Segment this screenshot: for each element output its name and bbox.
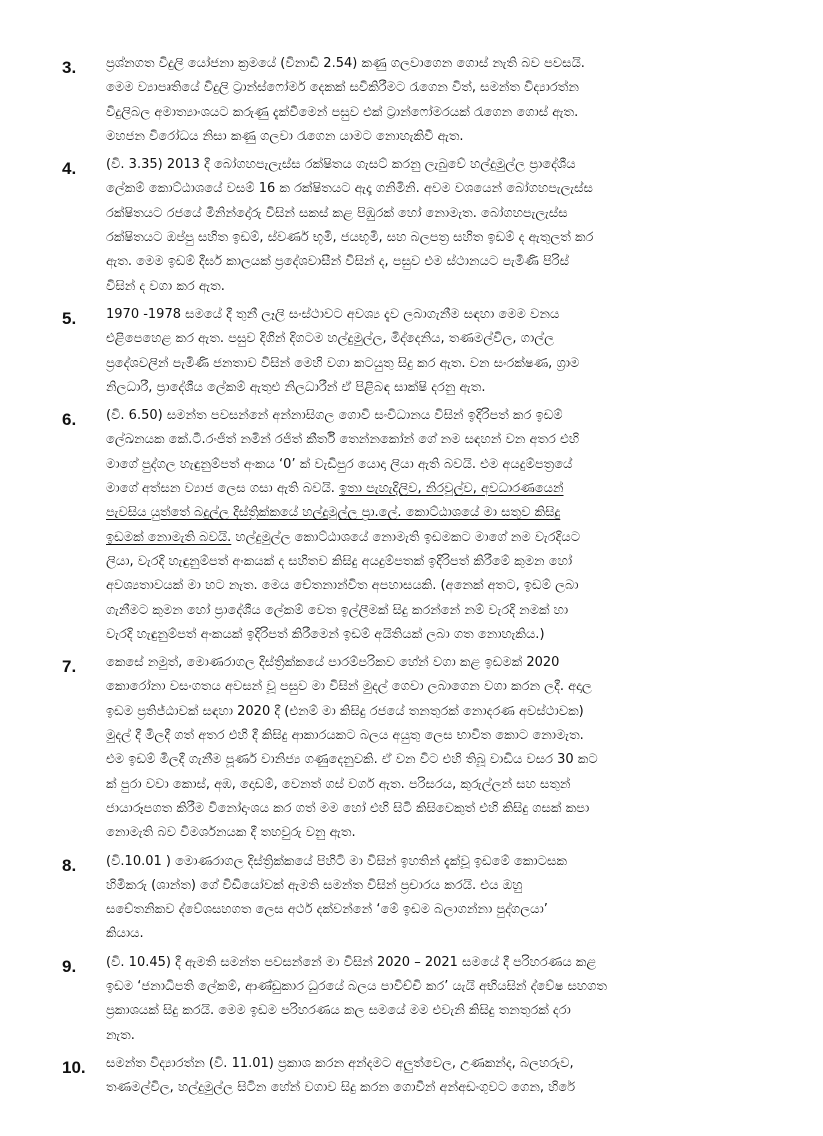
- text-line: ප්‍රකාශයක් සිදු කරයි. මෙම ඉඩම පරිහරණය කල සමයේ මම එවැනි කිසිදු තනතුරක් දරා: [106, 1003, 571, 1019]
- item-text: [106, 1052, 759, 1101]
- text-line: වැරදි හැඳුනුම්පත් අංකයක් ඉදිරිපත් කිරීමෙන් ඉඩම් අයිතියක් ලබා ගත නොහැකිය.): [106, 626, 545, 642]
- text-line: (වි. 10.45) දී ඇමති සමන්ත පවසන්නේ මා විසින් 2020 – 2021 සමයේ දී පරිහරණය කළ: [106, 954, 597, 970]
- list-item: [62, 153, 759, 299]
- list-item: [62, 303, 759, 400]
- text-line: (වි.10.01 ) මොණරාගල දිස්ත්‍රික්කයේ පිහිටි මා විසින් ඉහතින් දැක්වූ ඉඩමේ කොටසක: [106, 853, 567, 869]
- text-line: කියාය.: [106, 926, 144, 942]
- text-line: (වි. 3.35) 2013 දී බෝගහපැලැස්ස රක්ෂිතය ගැසට් කරනු ලැබුවේ හල්දුමුල්ල ප්‍රාදේශීය: [106, 157, 576, 173]
- list-item: [62, 52, 759, 149]
- text-line: 1970 -1978 සමයේ දී තුනී ලෑලි සංස්ථාවට අවශ්‍ය දැව ලබාගැනීම සඳහා මෙම වනය: [106, 306, 560, 322]
- list-item: [62, 951, 759, 1048]
- item-text: [106, 651, 759, 845]
- item-text: [106, 951, 759, 1048]
- text-line: සමන්ත විද්‍යාරත්න (වි. 11.01) ප්‍රකාශ කරන අන්දමට අලුත්වෙල, උණකන්ද, බලහරුව,: [106, 1055, 574, 1071]
- text-line: ප්‍රදේශවලින් පැමිණි ජනතාව විසින් මෙහි වගා කටයුතු සිදු කර ඇත. වන සංරක්ෂණ, ග්‍රාම: [106, 355, 580, 371]
- text-line: එම ඉඩම් මිලදී ගැනීම පූර්ණ වානිජ්‍ය ගණුදෙනුවකි. ඒ වන විට එහි තිබූ වාඩිය වසර 30 කට: [106, 752, 598, 768]
- item-number: 9.: [62, 956, 77, 976]
- item-number: 5.: [62, 308, 77, 328]
- text-line: ප්‍රශ්නගත විදුලි යෝජනා ක්‍රමයේ (විනාඩි 2.54) කණු ගලවාගෙන ගොස් නැති බව පවසයි.: [106, 56, 585, 71]
- text-line: තණමල්විල, හල්දුමුල්ල සිටින හේන් වගාව සිදු කරන ගොවීන් අන්අඩංගුවට ගෙන, හිරේ: [106, 1080, 576, 1096]
- item-number: 8.: [62, 855, 77, 875]
- item-number: 7.: [62, 657, 77, 677]
- item-number: 10.: [62, 1057, 86, 1077]
- item-text: [106, 153, 759, 299]
- underlined-text: ඉතා පැහැදිලිව, නිරවුල්ව, අවධාරණයෙන්: [339, 481, 564, 497]
- text-line: නිලධාරී, ප්‍රාදේශීය ලේකම් ඇතුළු නිලධාරීන් ඒ පිළිබඳ සාක්ෂි දරනු ඇත.: [106, 379, 486, 395]
- text-line: විදුලිබල අමාත්‍යාංශයට කරුණු දැක්වීමෙන් පසුව එක් ට්‍රාන්ෆෝමරයක් රැගෙන ගොස් ඇත.: [106, 104, 579, 120]
- text-line: කොරෝනා වසංගතය අවසන් වූ පසුව මා විසින් මුදල් ගෙවා ලබාගෙන වගා කරන ලදී. අදාල: [106, 679, 592, 695]
- text-line: මුදල් දී මිලදී ගත් අතර එහි දී කිසිදු ආකාරයකට බලය අයුතු ලෙස භාවිත කොට නොමැත.: [106, 728, 584, 744]
- text-line: මහජන විරෝධය නිසා කණු ගලවා රැගෙන යාමට නොහැකිවී ඇත.: [106, 128, 464, 144]
- item-text: [106, 303, 759, 400]
- text-line: එළිපෙහෙළ කර ඇත. පසුව දිගින් දිගටම හල්දුමුල්ල, මිද්දෙනිය, තණමල්විල, ගාල්ල: [106, 331, 555, 347]
- text-line: ඉඩම ප්‍රතිජ්ඨාවක් සඳහා 2020 දී (එනම් මා කිසිදු රජයේ තනතුරක් නොදරණ අවස්ථාවක): [106, 703, 584, 719]
- text-line: රක්ෂිතයට ඔප්පු සහිත ඉඩම්, ස්වර්ණ භූමි, ජයභූමි, සහ බලපත්‍ර සහිත ඉඩම් ද ඇතුලත් කර: [106, 230, 594, 246]
- item-text: [106, 850, 759, 947]
- text-line: රක්ෂිතයට රජයේ මිනින්දෝරු විසින් සකස් කළ පිඹුරක් හෝ නොමැත. බෝගහපැලැස්ස: [106, 205, 568, 221]
- item-text: [106, 52, 759, 149]
- underlined-text: ඉඩමක් නොමැති බවයි.: [106, 529, 232, 545]
- list-item: [62, 850, 759, 947]
- text-line: ඇත. මෙම ඉඩම් දීර්ඝ කාලයක් ප්‍රදේශවාසීන් විසින් ද, පසුව එම ස්ථානයට පැමිණි පිරිස්: [106, 254, 569, 270]
- text-line: ගැනීමට කුමන හෝ ප්‍රාදේශීය ලේකම් වෙත ඉල්ලීමක් සිදු කරන්නේ නම් වැරදි නමක් හා: [106, 602, 569, 618]
- text-line: මෙම ව්‍යාපෘතියේ විදුලි ට්‍රාන්ස්ෆෝමර් දෙකක් සවිකිරීමට රැගෙන විත්, සමන්ත විද්‍යාරත්න: [106, 80, 579, 96]
- text-line: ඉඩම ‘ජනාධිපති ලේකම්, ආණ්ඩුකාර ධුරයේ බලය පාවිච්චි කර’ යැයි අභියසින් ද්වේෂ සහගත: [106, 978, 607, 994]
- text-segment: හල්දුමුල්ල කොට්ඨාශයේ නොමැති ඉඩමකට මාගේ නම වැරදියට: [231, 529, 581, 545]
- text-line: (වි. 6.50) සමන්ත පවසන්නේ අන්නාසිගල ගොවි සංවිධානය විසින් ඉදිරිපත් කර ඉඩම්: [106, 408, 563, 424]
- text-line: ජායාරූපගත කිරීම විනෝදාංශය කර ගත් මම හෝ එහි සිටි කිසිවෙකුත් එහි කිසිදු ගසක් කපා: [106, 800, 590, 816]
- underlined-text: පැවසිය යුත්තේ බදුල්ල දිස්ත්‍රික්කයේ හල්දුමුල්ල ප්‍රා.ලේ. කොට්ඨාශයේ මා සතුව කිසිදු: [106, 505, 561, 521]
- item-number: 6.: [62, 410, 77, 430]
- item-text: [106, 404, 759, 647]
- text-line: ලේකම් කොට්ඨාශයේ වසම් 16 ක රක්ෂිතයට ඇදෑ ගනිමිනි. අවම වශයෙන් බෝගහපැලැස්ස: [106, 181, 593, 197]
- text-line: විසින් ද වගා කර ඇත.: [106, 278, 225, 294]
- text-line: ලේඛනයක කේ.ටී.රංජිත් නමින් රජිත් කීර්ති තෙන්නකෝන් ගේ නම සඳහන් වන අතර එහි: [106, 432, 580, 448]
- text-line: සචේතනිකව ද්වේශසහගත ලෙස අර්ථ දක්වන්නේ ‘මේ ඉඩම බලාගන්නා පුද්ගලයා’: [106, 902, 548, 918]
- text-line: හිමිකරු (ශාන්ත) ගේ විඩියෝවක් ඇමති සමන්ත විසින් ප්‍රචාරය කරයි. එය ඔහු: [106, 877, 523, 893]
- text-line: ක් පුරා වවා කොස්, අඹ, දොඩම්, වෙනත් ගස් වර්ග ඇත. පරිසරය, කුරුල්ලන් සහ සතුන්: [106, 776, 571, 792]
- text-line: [106, 526, 759, 550]
- text-segment: මාගේ අත්සන ව්‍යාජ ලෙස ගසා ඇති බවයි.: [106, 481, 340, 497]
- text-line: [106, 477, 759, 501]
- text-line: නොමැති බව විමර්ශනයක දී තහවුරු වනු ඇත.: [106, 825, 356, 841]
- text-line: අවශ්‍යතාවයක් මා හට නැත. මෙය චේතනාන්විත අපහාසයකි. (අනෙක් අතට, ඉඩම් ලබා: [106, 578, 579, 594]
- text-line: කෙසේ නමුත්, මොණරාගල දිස්ත්‍රික්කයේ පාරම්පරිකව හේන් වගා කළ ඉඩමක් 2020: [106, 655, 560, 671]
- text-line: ලියා, වැරදි හැඳුනුම්පත් අංකයක් ද සහිතව කිසිදු අයදුම්පතක් ඉදිරිපත් කිරීමේ කුමන හෝ: [106, 553, 573, 569]
- list-item: [62, 1052, 759, 1101]
- list-item: [62, 651, 759, 845]
- item-number: 3.: [62, 58, 77, 77]
- item-number: 4.: [62, 159, 77, 179]
- text-line: නැත.: [106, 1027, 135, 1043]
- text-line: මාගේ පුද්ගල හැඳුනුම්පත් අංකය ‘0’ ක් වැඩිපුර යොදා ලියා ඇති බවයි. එම අයදුම්පත්‍රයේ: [106, 456, 573, 472]
- list-item: [62, 404, 759, 647]
